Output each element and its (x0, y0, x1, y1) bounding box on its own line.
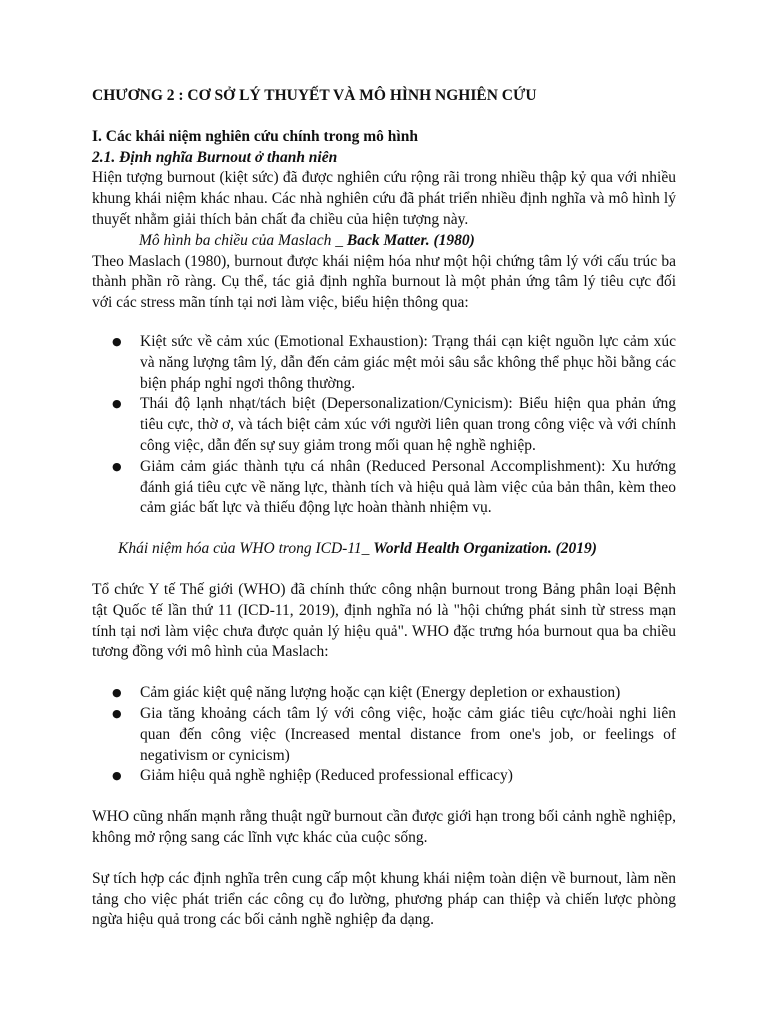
spacer (92, 663, 676, 683)
list-item (92, 766, 676, 787)
spacer (92, 787, 676, 807)
list-item-text: Giảm hiệu quả nghề nghiệp (Reduced professional efficacy) (140, 767, 513, 785)
maslach-heading-source: Back Matter. (1980) (346, 231, 475, 249)
list-item (92, 332, 676, 394)
who-heading-italic: Khái niệm hóa của WHO trong ICD-11_ (118, 540, 374, 558)
intro-paragraph: Hiện tượng burnout (kiệt sức) đã được nghiên cứu rộng rãi trong nhiều thập kỷ qua với nhiều khung khái niệm khác nhau. Các nhà nghiên cứu đã phát triển nhiều định nghĩa và mô hình lý thuyết nhằm giải thích bản chất đa chiều của hiện tượng này. (92, 169, 676, 228)
list-item-text: Cảm giác kiệt quệ năng lượng hoặc cạn kiệt (Energy depletion or exhaustion) (140, 684, 621, 702)
conclusion-paragraph: Sự tích hợp các định nghĩa trên cung cấp một khung khái niệm toàn diện về burnout, làm nền tảng cho việc phát triển các công cụ đo lường, phương pháp can thiệp và chiến lược phòng ngừa hiệu quả trong các bối cảnh nghề nghiệp đa dạng. (92, 869, 676, 929)
who-paragraph: Tổ chức Y tế Thế giới (WHO) đã chính thức công nhận burnout trong Bảng phân loại Bệnh tật Quốc tế lần thứ 11 (ICD-11, 2019), định nghĩa nó là "hội chứng phát sinh từ stress mạn tính tại nơi làm việc chưa được quản lý hiệu quả". WHO đặc trưng hóa burnout qua ba chiều tương đồng với mô hình của Maslach: (92, 580, 676, 661)
who-heading-source: World Health Organization. (2019) (373, 540, 597, 558)
maslach-heading-italic: Mô hình ba chiều của Maslach _ (139, 231, 347, 249)
section-title: I. Các khái niệm nghiên cứu chính trong mô hình (92, 127, 418, 145)
chapter-title: CHƯƠNG 2 : CƠ SỞ LÝ THUYẾT VÀ MÔ HÌNH NGHIÊN CỨU (92, 87, 537, 104)
subsection-title: 2.1. Định nghĩa Burnout ở thanh niên (92, 148, 338, 166)
maslach-bullet-list (92, 332, 676, 519)
bullet-icon: ● (112, 686, 122, 700)
who-bullet-list (92, 683, 676, 787)
list-item-text: Giảm cảm giác thành tựu cá nhân (Reduced Personal Accomplishment): Xu hướng đánh giá tiêu cực về năng lực, thành tích và hiệu quả làm việc của bản thân, kèm theo cảm giác bất lực và thiếu động lực hoàn thành nhiệm vụ. (140, 457, 676, 517)
list-item-text: Kiệt sức về cảm xúc (Emotional Exhaustion): Trạng thái cạn kiệt nguồn lực cảm xúc và năng lượng tâm lý, dẫn đến cảm giác mệt mỏi sâu sắc không thể phục hồi bằng các biện pháp nghỉ ngơi thông thường. (140, 332, 676, 392)
list-item (92, 394, 676, 456)
spacer (92, 314, 676, 332)
bullet-icon: ● (112, 769, 122, 783)
who-closing-paragraph: WHO cũng nhấn mạnh rằng thuật ngữ burnout cần được giới hạn trong bối cảnh nghề nghiệp, không mở rộng sang các lĩnh vực khác của cuộc sống. (92, 808, 676, 846)
document-page (92, 86, 676, 931)
list-item-text: Gia tăng khoảng cách tâm lý với công việc, hoặc cảm giác tiêu cực/hoài nghi liên quan đến công việc (Increased mental distance from one's job, or feelings of negativism or cynicism) (140, 704, 676, 764)
who-heading (92, 539, 676, 560)
bullet-icon: ● (112, 397, 122, 411)
list-item-text: Thái độ lạnh nhạt/tách biệt (Depersonalization/Cynicism): Biểu hiện qua phản ứng tiêu cực, thờ ơ, và tách biệt cảm xúc với người liên quan trong công việc và với chính công việc, dẫn đến sự suy giảm trong mối quan hệ nghề nghiệp. (140, 395, 676, 454)
maslach-paragraph: Theo Maslach (1980), burnout được khái niệm hóa như một hội chứng tâm lý với cấu trúc ba thành phần rõ ràng. Cụ thể, tác giả định nghĩa burnout là một phản ứng tâm lý tiêu cực đối với các stress mãn tính tại nơi làm việc, biểu hiện thông qua: (92, 252, 676, 312)
spacer (92, 849, 676, 869)
list-item (92, 683, 676, 704)
list-item (92, 457, 676, 519)
spacer (92, 560, 676, 580)
spacer (92, 519, 676, 539)
bullet-icon: ● (112, 706, 122, 720)
list-item (92, 704, 676, 766)
maslach-heading (92, 231, 676, 252)
bullet-icon: ● (112, 459, 122, 473)
bullet-icon: ● (112, 334, 122, 348)
